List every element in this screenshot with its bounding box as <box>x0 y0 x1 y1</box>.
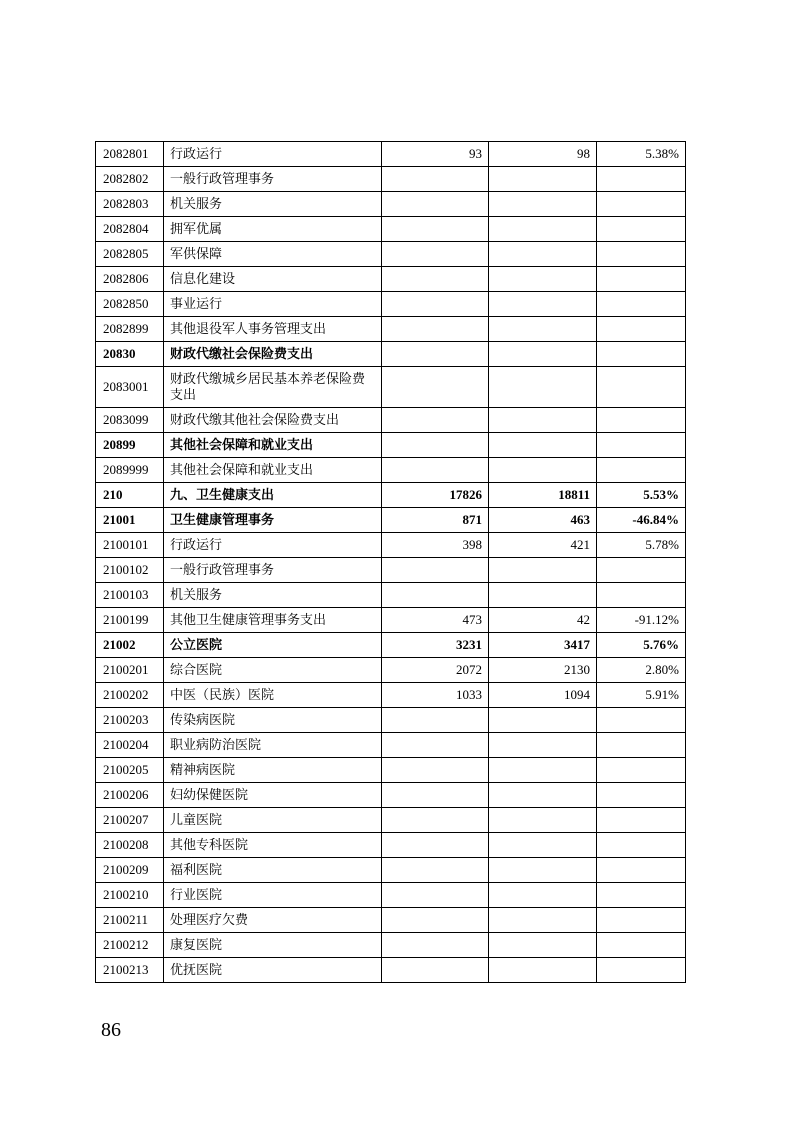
cell-value-1: 473 <box>382 608 489 633</box>
cell-code: 2082899 <box>96 317 164 342</box>
cell-code: 2082804 <box>96 217 164 242</box>
cell-name: 拥军优属 <box>164 217 382 242</box>
cell-name: 信息化建设 <box>164 267 382 292</box>
cell-percent <box>597 217 686 242</box>
cell-value-2 <box>489 217 597 242</box>
cell-percent <box>597 367 686 408</box>
cell-name: 公立医院 <box>164 633 382 658</box>
cell-name: 行业医院 <box>164 883 382 908</box>
cell-code: 2082806 <box>96 267 164 292</box>
budget-table-body <box>96 142 686 983</box>
cell-percent: -46.84% <box>597 508 686 533</box>
cell-percent <box>597 342 686 367</box>
cell-percent: 5.38% <box>597 142 686 167</box>
cell-percent <box>597 833 686 858</box>
cell-name: 职业病防治医院 <box>164 733 382 758</box>
cell-value-2 <box>489 342 597 367</box>
cell-value-2 <box>489 833 597 858</box>
cell-value-1 <box>382 858 489 883</box>
cell-value-2 <box>489 908 597 933</box>
cell-percent <box>597 433 686 458</box>
cell-value-1 <box>382 808 489 833</box>
table-row <box>96 808 686 833</box>
cell-value-2 <box>489 883 597 908</box>
table-row <box>96 833 686 858</box>
table-row <box>96 167 686 192</box>
cell-name: 机关服务 <box>164 192 382 217</box>
cell-name: 康复医院 <box>164 933 382 958</box>
cell-percent <box>597 292 686 317</box>
cell-percent: 2.80% <box>597 658 686 683</box>
cell-code: 2100205 <box>96 758 164 783</box>
cell-percent <box>597 558 686 583</box>
cell-percent: 5.91% <box>597 683 686 708</box>
cell-value-1: 2072 <box>382 658 489 683</box>
cell-percent <box>597 267 686 292</box>
cell-value-2 <box>489 858 597 883</box>
cell-value-1 <box>382 558 489 583</box>
table-row <box>96 908 686 933</box>
cell-name: 其他社会保障和就业支出 <box>164 458 382 483</box>
cell-code: 210 <box>96 483 164 508</box>
cell-name: 其他社会保障和就业支出 <box>164 433 382 458</box>
cell-value-2: 1094 <box>489 683 597 708</box>
cell-value-1 <box>382 367 489 408</box>
cell-code: 21002 <box>96 633 164 658</box>
cell-value-1 <box>382 192 489 217</box>
cell-name: 优抚医院 <box>164 958 382 983</box>
cell-name: 行政运行 <box>164 533 382 558</box>
table-row <box>96 433 686 458</box>
cell-value-1 <box>382 883 489 908</box>
cell-percent: 5.53% <box>597 483 686 508</box>
cell-percent <box>597 758 686 783</box>
cell-name: 中医（民族）医院 <box>164 683 382 708</box>
cell-value-2: 2130 <box>489 658 597 683</box>
table-row <box>96 408 686 433</box>
cell-code: 2082802 <box>96 167 164 192</box>
cell-value-2: 98 <box>489 142 597 167</box>
cell-value-2 <box>489 192 597 217</box>
cell-percent: 5.78% <box>597 533 686 558</box>
cell-percent <box>597 858 686 883</box>
cell-value-1 <box>382 292 489 317</box>
cell-name: 传染病医院 <box>164 708 382 733</box>
cell-name: 财政代缴其他社会保险费支出 <box>164 408 382 433</box>
cell-name: 福利医院 <box>164 858 382 883</box>
table-row <box>96 758 686 783</box>
cell-value-2: 18811 <box>489 483 597 508</box>
table-row <box>96 458 686 483</box>
table-row <box>96 142 686 167</box>
cell-value-2 <box>489 758 597 783</box>
cell-code: 2100210 <box>96 883 164 908</box>
cell-value-2 <box>489 317 597 342</box>
table-row <box>96 342 686 367</box>
cell-value-1 <box>382 783 489 808</box>
cell-value-1 <box>382 267 489 292</box>
table-row <box>96 533 686 558</box>
cell-value-2 <box>489 433 597 458</box>
cell-value-1: 3231 <box>382 633 489 658</box>
cell-name: 军供保障 <box>164 242 382 267</box>
cell-code: 2100204 <box>96 733 164 758</box>
cell-percent <box>597 883 686 908</box>
cell-code: 2083099 <box>96 408 164 433</box>
table-row <box>96 217 686 242</box>
cell-value-1: 398 <box>382 533 489 558</box>
cell-code: 2100213 <box>96 958 164 983</box>
cell-name: 其他专科医院 <box>164 833 382 858</box>
cell-value-1 <box>382 433 489 458</box>
cell-code: 2082850 <box>96 292 164 317</box>
cell-value-1 <box>382 317 489 342</box>
cell-name: 一般行政管理事务 <box>164 558 382 583</box>
cell-value-2 <box>489 708 597 733</box>
table-row <box>96 508 686 533</box>
cell-name: 妇幼保健医院 <box>164 783 382 808</box>
cell-value-2 <box>489 958 597 983</box>
table-row <box>96 242 686 267</box>
cell-name: 事业运行 <box>164 292 382 317</box>
cell-percent <box>597 908 686 933</box>
cell-value-1 <box>382 242 489 267</box>
table-row <box>96 317 686 342</box>
cell-name: 一般行政管理事务 <box>164 167 382 192</box>
cell-percent <box>597 192 686 217</box>
cell-value-1 <box>382 583 489 608</box>
cell-code: 2100101 <box>96 533 164 558</box>
cell-value-2 <box>489 558 597 583</box>
cell-name: 机关服务 <box>164 583 382 608</box>
table-row <box>96 958 686 983</box>
cell-percent <box>597 808 686 833</box>
table-row <box>96 708 686 733</box>
cell-percent <box>597 583 686 608</box>
cell-code: 2100102 <box>96 558 164 583</box>
cell-value-1 <box>382 833 489 858</box>
cell-percent <box>597 933 686 958</box>
cell-code: 20899 <box>96 433 164 458</box>
table-row <box>96 683 686 708</box>
cell-code: 2082805 <box>96 242 164 267</box>
cell-code: 2100207 <box>96 808 164 833</box>
cell-value-1 <box>382 217 489 242</box>
cell-code: 2100201 <box>96 658 164 683</box>
cell-value-2 <box>489 242 597 267</box>
cell-value-1 <box>382 733 489 758</box>
cell-value-2 <box>489 933 597 958</box>
cell-value-1 <box>382 933 489 958</box>
cell-value-2: 42 <box>489 608 597 633</box>
cell-value-1 <box>382 342 489 367</box>
cell-value-2 <box>489 808 597 833</box>
cell-percent <box>597 167 686 192</box>
cell-value-2 <box>489 292 597 317</box>
cell-percent <box>597 242 686 267</box>
cell-name: 财政代缴社会保险费支出 <box>164 342 382 367</box>
cell-code: 2100199 <box>96 608 164 633</box>
table-row <box>96 483 686 508</box>
cell-value-1 <box>382 458 489 483</box>
table-row <box>96 933 686 958</box>
cell-value-2: 3417 <box>489 633 597 658</box>
cell-name: 儿童医院 <box>164 808 382 833</box>
cell-value-1: 871 <box>382 508 489 533</box>
table-row <box>96 367 686 408</box>
cell-percent <box>597 408 686 433</box>
cell-value-2 <box>489 367 597 408</box>
cell-code: 2082803 <box>96 192 164 217</box>
cell-value-2 <box>489 783 597 808</box>
table-row <box>96 608 686 633</box>
cell-percent <box>597 708 686 733</box>
cell-code: 2100211 <box>96 908 164 933</box>
cell-name: 九、卫生健康支出 <box>164 483 382 508</box>
cell-code: 2082801 <box>96 142 164 167</box>
cell-name: 精神病医院 <box>164 758 382 783</box>
table-row <box>96 858 686 883</box>
page-number: 86 <box>101 1019 121 1041</box>
cell-code: 2083001 <box>96 367 164 408</box>
cell-code: 2089999 <box>96 458 164 483</box>
table-row <box>96 633 686 658</box>
cell-name: 处理医疗欠费 <box>164 908 382 933</box>
cell-name: 行政运行 <box>164 142 382 167</box>
cell-code: 2100206 <box>96 783 164 808</box>
cell-value-1 <box>382 758 489 783</box>
cell-value-1 <box>382 708 489 733</box>
cell-value-2 <box>489 458 597 483</box>
cell-name: 综合医院 <box>164 658 382 683</box>
cell-value-1: 17826 <box>382 483 489 508</box>
table-row <box>96 783 686 808</box>
cell-name: 其他卫生健康管理事务支出 <box>164 608 382 633</box>
table-row <box>96 583 686 608</box>
cell-name: 财政代缴城乡居民基本养老保险费支出 <box>164 367 382 408</box>
cell-percent <box>597 317 686 342</box>
cell-code: 20830 <box>96 342 164 367</box>
cell-value-2 <box>489 408 597 433</box>
cell-code: 2100202 <box>96 683 164 708</box>
cell-name: 其他退役军人事务管理支出 <box>164 317 382 342</box>
cell-value-1 <box>382 908 489 933</box>
cell-value-2: 463 <box>489 508 597 533</box>
cell-value-2 <box>489 583 597 608</box>
table-row <box>96 883 686 908</box>
cell-value-2 <box>489 267 597 292</box>
cell-percent: 5.76% <box>597 633 686 658</box>
cell-percent <box>597 783 686 808</box>
table-row <box>96 558 686 583</box>
cell-percent <box>597 733 686 758</box>
cell-code: 21001 <box>96 508 164 533</box>
cell-name: 卫生健康管理事务 <box>164 508 382 533</box>
cell-code: 2100209 <box>96 858 164 883</box>
cell-code: 2100103 <box>96 583 164 608</box>
cell-value-2 <box>489 733 597 758</box>
cell-code: 2100208 <box>96 833 164 858</box>
cell-value-2 <box>489 167 597 192</box>
table-row <box>96 192 686 217</box>
cell-percent <box>597 958 686 983</box>
cell-code: 2100203 <box>96 708 164 733</box>
cell-value-1: 1033 <box>382 683 489 708</box>
cell-value-1 <box>382 408 489 433</box>
cell-percent: -91.12% <box>597 608 686 633</box>
cell-code: 2100212 <box>96 933 164 958</box>
table-row <box>96 658 686 683</box>
table-row <box>96 733 686 758</box>
cell-value-1: 93 <box>382 142 489 167</box>
table-row <box>96 292 686 317</box>
cell-value-1 <box>382 958 489 983</box>
cell-percent <box>597 458 686 483</box>
budget-table <box>95 141 686 983</box>
cell-value-2: 421 <box>489 533 597 558</box>
cell-value-1 <box>382 167 489 192</box>
table-row <box>96 267 686 292</box>
